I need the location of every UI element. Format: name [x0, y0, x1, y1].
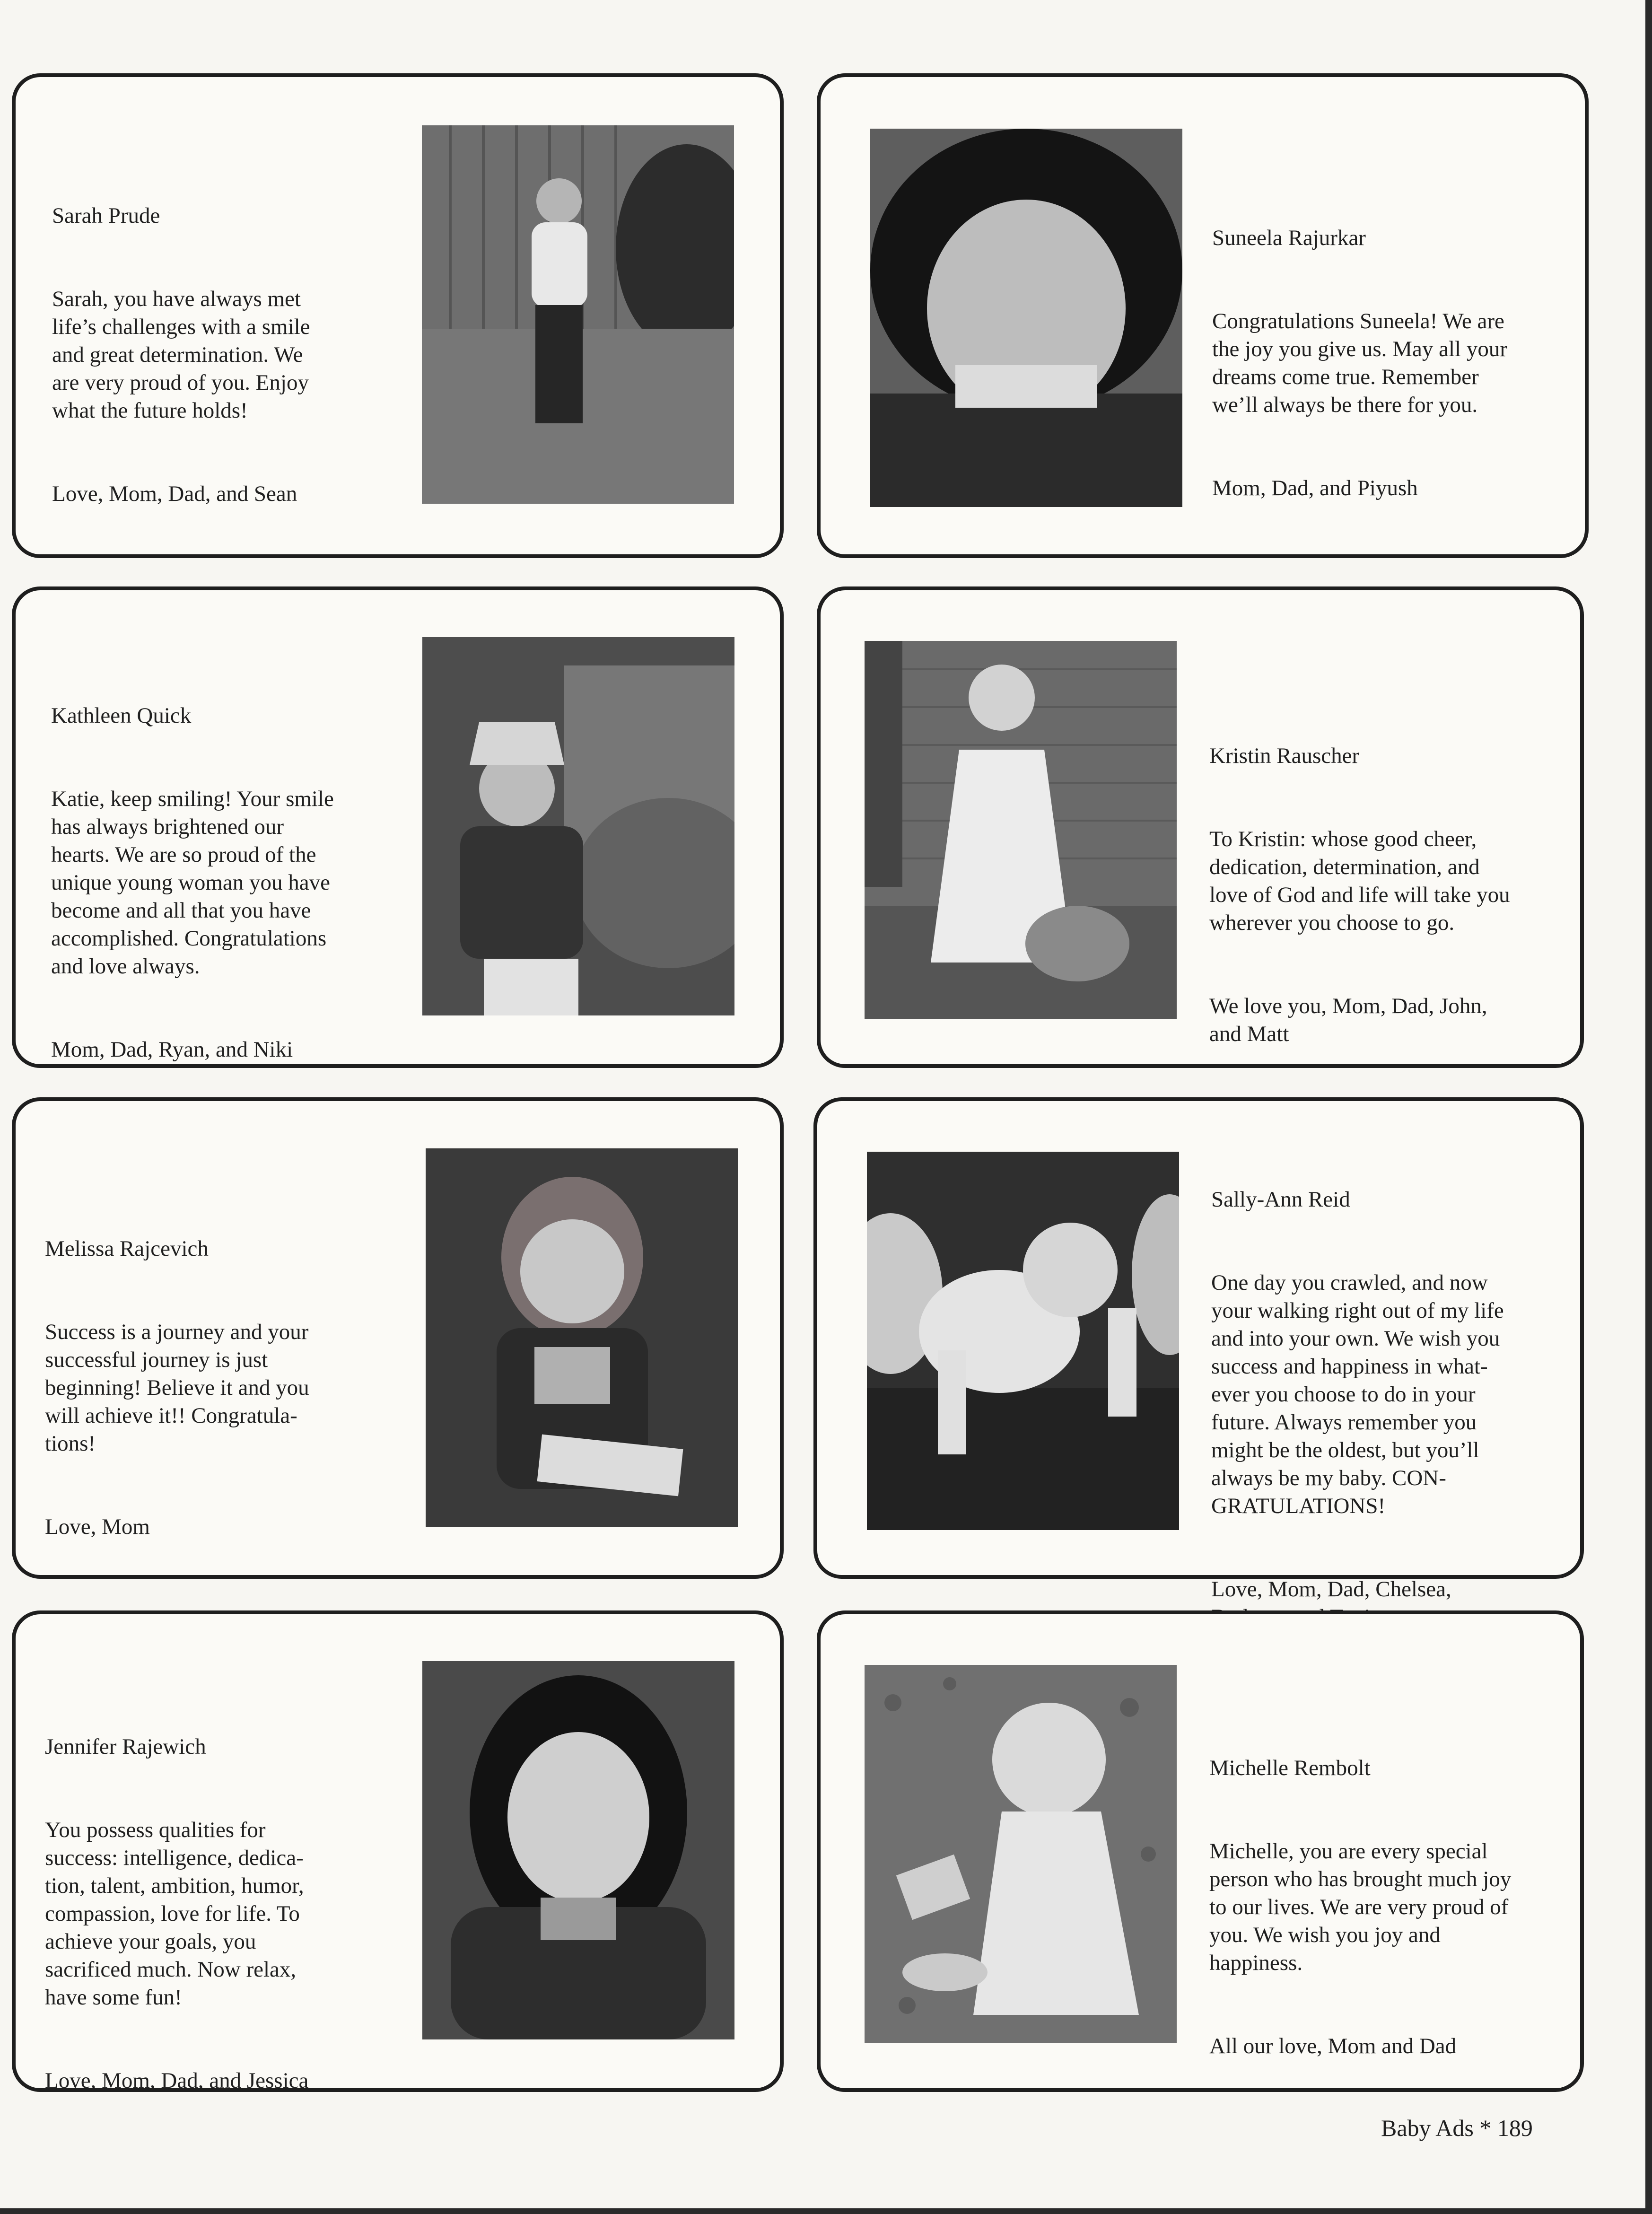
- ad-text-suneela-rajurkar: [1212, 196, 1507, 530]
- ad-message: Sarah, you have always met life’s challenges with a smile and great determination. We are very proud of you. Enjoy what the future holds!: [52, 287, 310, 423]
- ad-name: Melissa Rajcevich: [45, 1236, 209, 1261]
- ad-message: Success is a journey and your successful journey is just beginning! Believe it and you will achieve it!! Congratula- tions!: [45, 1320, 309, 1456]
- ad-text-michelle-rembolt: [1209, 1726, 1511, 2088]
- ad-name: Kristin Rauscher: [1209, 744, 1360, 768]
- page-edge-bottom: [0, 2208, 1652, 2214]
- ad-photo-sarah-prude: [422, 125, 734, 504]
- page-folio: Baby Ads * 189: [1381, 2115, 1533, 2141]
- ad-text-kathleen-quick: [51, 674, 334, 1092]
- ad-message: Michelle, you are every special person who has brought much joy to our lives. We are very proud of you. We wish you joy and happiness.: [1209, 1839, 1512, 1975]
- ad-photo-kathleen-quick: [422, 637, 734, 1015]
- ad-text-sarah-prude: [52, 174, 310, 536]
- ad-name: Michelle Rembolt: [1209, 1756, 1371, 1780]
- ad-signature: Love, Mom, Dad, Chelsea,: [1211, 1577, 1451, 1601]
- ad-name: Sally-Ann Reid: [1211, 1187, 1350, 1212]
- ad-text-jennifer-rajewich: [45, 1705, 308, 2123]
- ad-name: Jennifer Rajewich: [45, 1734, 206, 1759]
- ad-photo-sally-ann-reid: [867, 1152, 1179, 1530]
- ad-message: You possess qualities for success: intelligence, dedica- tion, talent, ambition, humor, compassion, love for life. To achieve your goals, you sacrificed much. Now relax, have some fun!: [45, 1818, 304, 2010]
- ad-photo-jennifer-rajewich: [422, 1661, 734, 2039]
- ad-message: One day you crawled, and now your walking right out of my life and into your own. We wish you success and happiness in what- ever you choose to do in your future. Always remember you might be the oldest, but you’ll always be my baby. CON- GRATULATIONS!: [1211, 1270, 1504, 1518]
- ad-signature: Mom, Dad, Ryan, and Niki: [51, 1037, 293, 1062]
- ad-text-kristin-rauscher: [1209, 714, 1510, 1076]
- ad-signature: We love you, Mom, Dad, John, and Matt: [1209, 994, 1487, 1046]
- ad-signature: Love, Mom: [45, 1514, 150, 1539]
- ad-message: To Kristin: whose good cheer, dedication, determination, and love of God and life will take you wherever you choose to go.: [1209, 827, 1510, 935]
- ad-text-sally-ann-reid: [1211, 1158, 1504, 1659]
- ad-signature: Love, Mom, Dad, and Sean: [52, 481, 297, 506]
- ad-signature: Mom, Dad, and Piyush: [1212, 476, 1418, 500]
- ad-name: Sarah Prude: [52, 203, 160, 228]
- ad-message: Congratulations Suneela! We are the joy you give us. May all your dreams come true. Remember we’ll always be there for you.: [1212, 309, 1507, 417]
- ad-name: Suneela Rajurkar: [1212, 226, 1366, 250]
- page-edge-right: [1645, 0, 1652, 2214]
- ad-photo-kristin-rauscher: [865, 641, 1177, 1019]
- ad-photo-michelle-rembolt: [865, 1665, 1177, 2043]
- ad-name: Kathleen Quick: [51, 703, 192, 728]
- ad-signature: All our love, Mom and Dad: [1209, 2034, 1457, 2058]
- ad-text-melissa-rajcevich: [45, 1207, 309, 1569]
- ad-message: Katie, keep smiling! Your smile has always brightened our hearts. We are so proud of the unique young woman you have become and all that you have accomplished. Congratulations and love always.: [51, 787, 334, 979]
- ad-photo-suneela-rajurkar: [870, 129, 1182, 507]
- ad-photo-melissa-rajcevich: [426, 1148, 738, 1527]
- ad-signature: Love, Mom, Dad, and Jessica: [45, 2068, 309, 2093]
